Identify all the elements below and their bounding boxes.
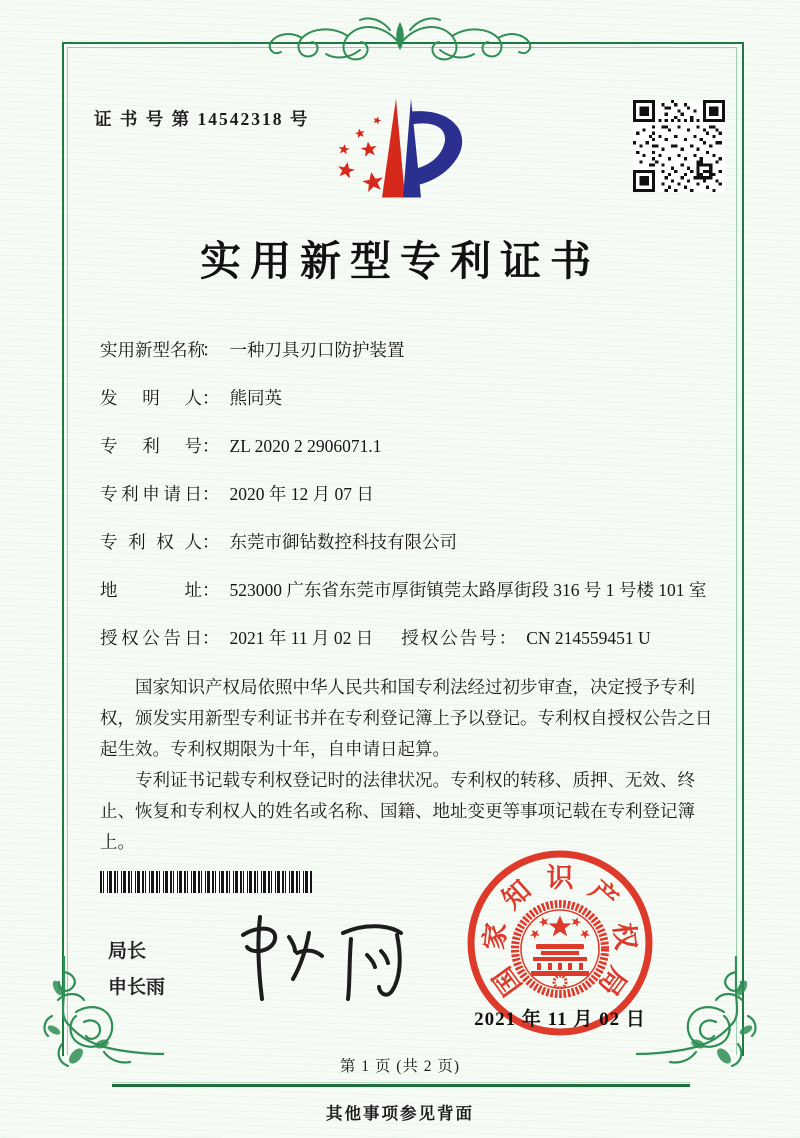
field-row-grant-date: 授权公告日 ： 2021 年 11 月 02 日 授权公告号 ： CN 214559451 U (100, 628, 651, 648)
page-number: 第 1 页 (共 2 页) (339, 1058, 461, 1075)
seal-char: 知 (496, 874, 537, 915)
seal-char: 产 (583, 874, 624, 915)
field-row-patent-number: 专利号 ： ZL 2020 2 2906071.1 (100, 434, 722, 458)
certificate-number: 证 书 号 第 14542318 号 (94, 109, 310, 129)
legal-paragraph-2: 专利证书记载专利权登记时的法律状况。专利权的转移、质押、无效、终止、恢复和专利权人的姓名或名称、国籍、地址变更等事项记载在专利登记簿上。 (100, 770, 695, 852)
field-label: 专利权人 (100, 532, 202, 552)
field-label: 授权公告日 (100, 628, 202, 648)
field-row-name: 实用新型名称 ： 一种刀具刃口防护装置 (100, 338, 722, 362)
field-row-inventor: 发明人 ： 熊同英 (100, 386, 722, 410)
seal-char: 家 (479, 921, 512, 952)
qr-code-icon (633, 100, 725, 192)
signer-name: 申长雨 (108, 977, 166, 998)
field-label: 发明人 (100, 388, 202, 408)
barcode (100, 871, 312, 893)
signer-role: 局长 (108, 941, 147, 962)
field-value: 一种刀具刃口防护装置 (229, 340, 405, 360)
national-emblem-icon (515, 904, 605, 994)
field-value: 2020 年 12 月 07 日 (229, 484, 374, 504)
field-value: 东莞市御钻数控科技有限公司 (229, 532, 457, 552)
cnipa-logo-icon (325, 92, 475, 210)
field-label: 授权公告号 (401, 628, 499, 648)
bottom-left-flourish (24, 956, 164, 1096)
field-label: 实用新型名称 (100, 340, 205, 360)
field-value: 523000 广东省东莞市厚街镇莞太路厚街段 316 号 1 号楼 101 室 (229, 580, 707, 600)
field-row-patentee: 专利权人 ： 东莞市御钻数控科技有限公司 (100, 530, 722, 554)
field-value: 熊同英 (229, 388, 282, 408)
legal-text (100, 672, 722, 858)
seal-date: 2021 年 11 月 02 日 (474, 1009, 646, 1030)
field-row-filing-date: 专利申请日 ： 2020 年 12 月 07 日 (100, 482, 722, 506)
back-side-note: 其他事项参见背面 (326, 1104, 474, 1123)
field-value: CN 214559451 U (526, 628, 651, 648)
commissioner-signature (205, 903, 410, 1011)
certificate-title: 实用新型专利证书 (200, 238, 600, 284)
seal-char: 权 (608, 921, 641, 952)
field-row-address: 地址 ： 523000 广东省东莞市厚街镇莞太路厚街段 316 号 1 号楼 101 室 (100, 578, 722, 602)
field-label: 专利号 (100, 436, 202, 456)
top-flourish-ornament (240, 8, 560, 66)
field-value: ZL 2020 2 2906071.1 (229, 436, 382, 456)
field-row-grant-number: 授权公告号 ： CN 214559451 U (401, 628, 651, 648)
seal-char: 局 (592, 961, 633, 1001)
field-label: 专利申请日 (100, 484, 202, 504)
bottom-divider (112, 1082, 690, 1087)
seal-char: 识 (546, 863, 574, 893)
field-value: 2021 年 11 月 02 日 (229, 628, 374, 648)
field-list (100, 338, 722, 674)
seal-char: 国 (487, 961, 528, 1001)
field-label: 地址 (100, 580, 202, 600)
legal-paragraph-1: 国家知识产权局依照中华人民共和国专利法经过初步审查，决定授予专利权，颁发实用新型专利证书并在专利登记簿上予以登记。专利权自授权公告之日起生效。专利权期限为十年，自申请日起算。 (100, 677, 713, 759)
top-flourish-leaf (396, 22, 404, 50)
